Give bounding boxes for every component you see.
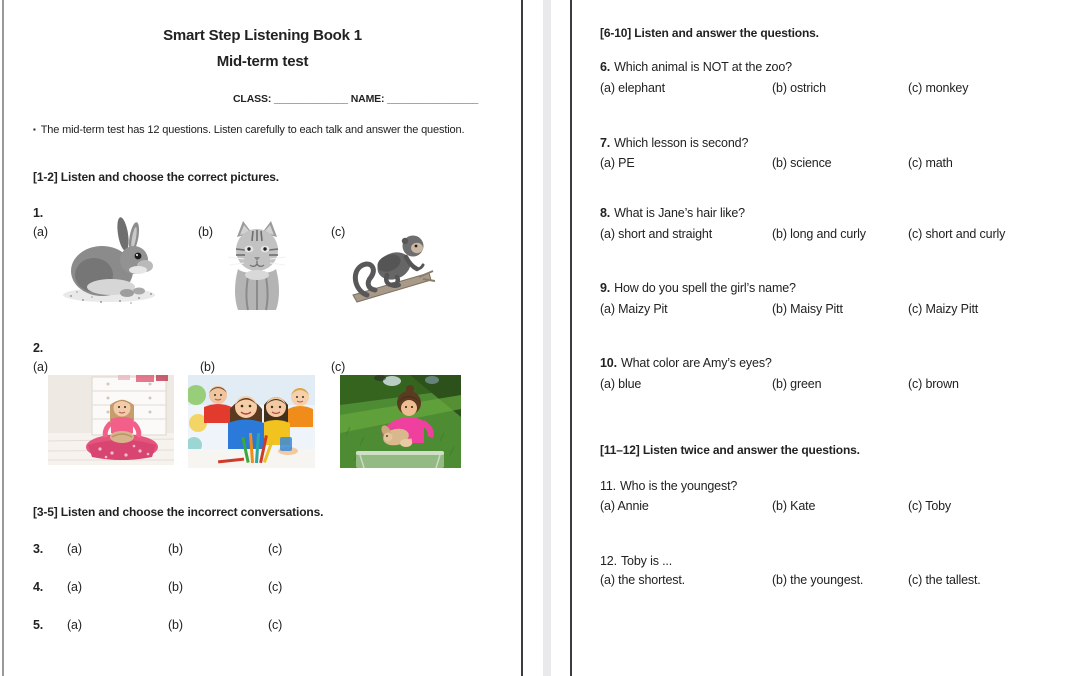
option-a: (a): [67, 618, 82, 632]
bullet-icon: ▪: [33, 125, 36, 134]
option-c: (c) monkey: [908, 81, 969, 95]
option-c: (c) short and curly: [908, 227, 1006, 241]
section-heading-1-2: [1-2] Listen and choose the correct pictures.: [33, 170, 279, 184]
worksheet-title: Smart Step Listening Book 1: [163, 27, 362, 44]
option-label-a: (a): [33, 225, 48, 239]
option-c: (c) brown: [908, 377, 959, 391]
question-number: 8.: [600, 206, 611, 220]
option-b: (b) green: [772, 377, 822, 391]
option-a: (a): [67, 580, 82, 594]
question-text: Who is the youngest?: [620, 479, 738, 493]
option-a: (a): [67, 542, 82, 556]
option-c: (c): [268, 618, 283, 632]
option-a: (a) blue: [600, 377, 642, 391]
option-c: (c) Maizy Pitt: [908, 302, 979, 316]
option-b: (b) Kate: [772, 499, 816, 513]
option-a: (a) Maizy Pit: [600, 302, 668, 316]
question-number: 2.: [33, 341, 44, 355]
option-b: (b): [168, 580, 183, 594]
question-number: 9.: [600, 281, 611, 295]
question-6: [600, 60, 792, 75]
option-b: (b) Maisy Pitt: [772, 302, 843, 316]
option-c: (c): [268, 542, 283, 556]
option-c: (c): [268, 580, 283, 594]
question-number: 12.: [600, 554, 617, 568]
question-8: [600, 206, 745, 221]
question-number: 3.: [33, 542, 44, 556]
option-c: (c) Toby: [908, 499, 952, 513]
name-label: NAME:: [350, 93, 385, 105]
option-label-c: (c): [331, 360, 346, 374]
question-number: 5.: [33, 618, 44, 632]
question-12: [600, 554, 672, 569]
class-blank-line: _____________: [273, 93, 348, 105]
option-a: (a) the shortest.: [600, 573, 685, 587]
section-heading-6-10: [6-10] Listen and answer the questions.: [600, 26, 819, 40]
option-b: (b): [168, 542, 183, 556]
option-c: (c) math: [908, 156, 953, 170]
question-text: Which animal is NOT at the zoo?: [614, 60, 792, 74]
question-number: 10.: [600, 356, 617, 370]
option-c: (c) the tallest.: [908, 573, 981, 587]
section-heading-3-5: [3-5] Listen and choose the incorrect conversations.: [33, 505, 324, 519]
question-text: Toby is ...: [620, 554, 673, 568]
option-label-a: (a): [33, 360, 48, 374]
instructions-text: The mid-term test has 12 questions. Listen carefully to each talk and answer the question.: [40, 124, 465, 136]
option-b: (b) the youngest.: [772, 573, 864, 587]
question-number: 4.: [33, 580, 44, 594]
worksheet-subtitle: Mid-term test: [216, 53, 309, 70]
question-text: How do you spell the girl’s name?: [614, 281, 796, 295]
question-10: [600, 356, 772, 371]
question-number: 1.: [33, 206, 44, 220]
option-b: (b) science: [772, 156, 832, 170]
question-7: [600, 136, 748, 151]
option-a: (a) Annie: [600, 499, 649, 513]
option-label-b: (b): [200, 360, 215, 374]
option-b: (b) long and curly: [772, 227, 866, 241]
question-number: 6.: [600, 60, 611, 74]
option-b: (b) ostrich: [772, 81, 826, 95]
option-a: (a) elephant: [600, 81, 665, 95]
name-blank-line: ________________: [387, 93, 479, 105]
option-label-b: (b): [198, 225, 213, 239]
question-text: What is Jane’s hair like?: [614, 206, 745, 220]
question-number: 7.: [600, 136, 611, 150]
class-label: CLASS:: [233, 93, 272, 105]
option-a: (a) short and straight: [600, 227, 713, 241]
option-label-c: (c): [331, 225, 346, 239]
question-text: Which lesson is second?: [614, 136, 749, 150]
question-number: 11.: [600, 479, 616, 493]
question-11: [600, 479, 737, 494]
option-a: (a) PE: [600, 156, 635, 170]
option-b: (b): [168, 618, 183, 632]
section-heading-11-12: [11–12] Listen twice and answer the questions.: [600, 443, 860, 457]
question-9: [600, 281, 796, 296]
question-text: What color are Amy’s eyes?: [620, 356, 772, 370]
